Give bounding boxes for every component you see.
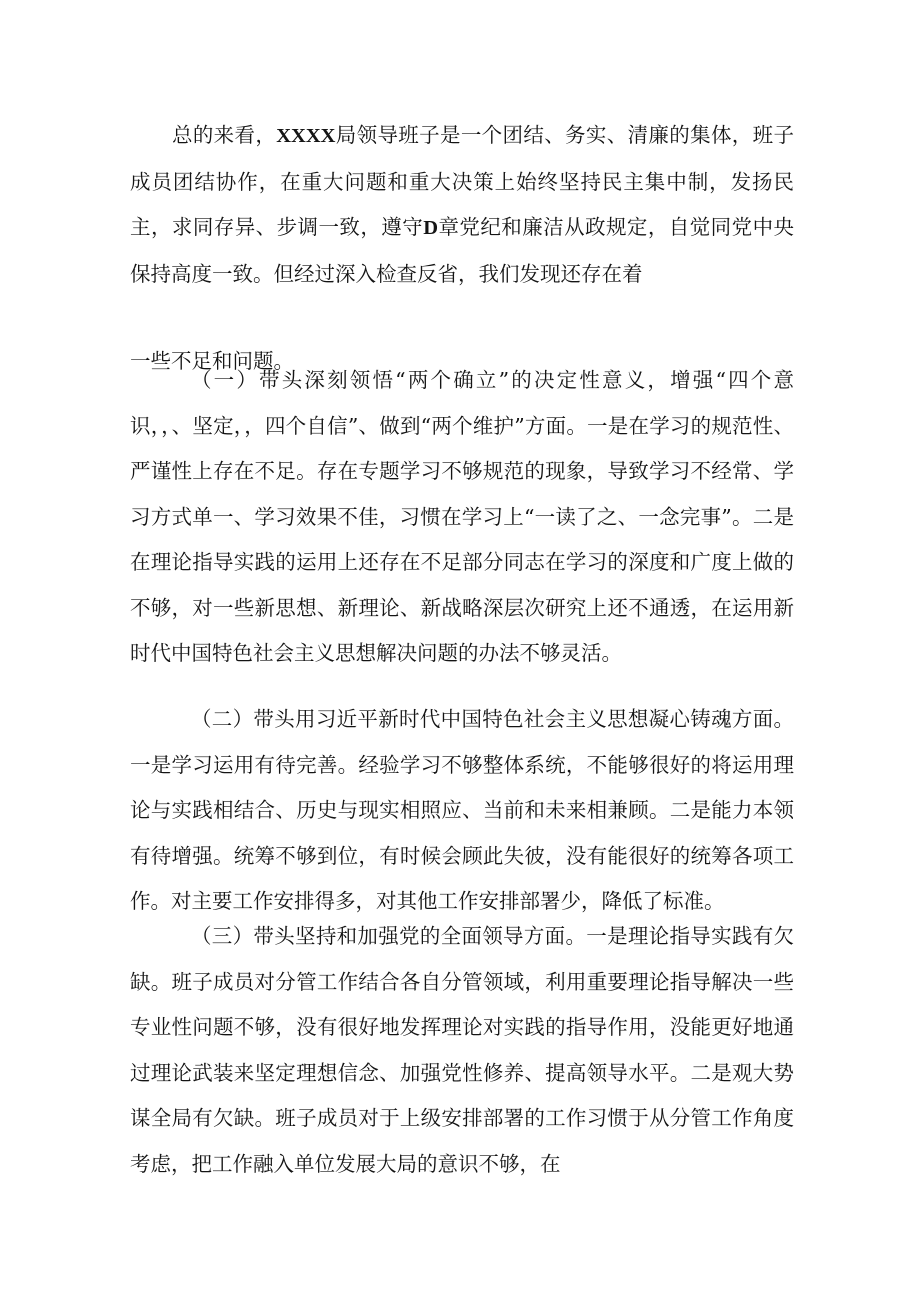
intro-text-2: 章党纪和廉洁从政规定，自觉同党中央保持高度一致。但经过深入检查反省，我们发现还存在着	[130, 215, 795, 286]
party-letter: D	[423, 217, 438, 239]
section-paragraph-3: （三）带头坚持和加强党的全面领导方面。一是理论指导实践有欠缺。班子成员对分管工作结合各自分管领域，利用重要理论指导解决一些专业性问题不够，没有很好地发挥理论对实践的指导作用，没能更好地通过理论武装来坚定理想信念、加强党性修养、提高领导水平。二是观大势谋全局有欠缺。班子成员对于上级安排部署的工作习惯于从分管工作角度考虑，把工作融入单位发展大局的意识不够，在	[130, 924, 794, 1176]
intro-continuation: 一些不足和问题。	[130, 349, 294, 373]
section-paragraph-1: （一）带头深刻领悟“两个确立”的决定性意义，增强“四个意识，，、坚定，，四个自信”、做到“两个维护”方面。一是在学习的规范性、严谨性上存在不足。存在专题学习不够规范的现象，导致学习不经常、学习方式单一、学习效果不佳，习惯在学习上“一读了之、一念完事”。二是在理论指导实践的运用上还存在不足部分同志在学习的深度和广度上做的不够，对一些新思想、新理论、新战略深层次研究上还不通透，在运用新时代中国特色社会主义思想解决问题的办法不够灵活。	[130, 368, 794, 665]
intro-text-1: 局领导班子是一个团结、务实、清廉的集体，班子成员团结协作，在重大问题和重大决策上始终坚持民主集中制，发扬民主，求同存异、步调一致，遵守	[130, 123, 794, 239]
org-name: XXXX	[276, 125, 336, 147]
section-paragraph-2: （二）带头用习近平新时代中国特色社会主义思想凝心铸魂方面。一是学习运用有待完善。经验学习不够整体系统，不能够很好的将运用理论与实践相结合、历史与现实相照应、当前和未来相兼顾。二是能力本领有待增强。统筹不够到位，有时候会顾此失彼，没有能很好的统筹各项工作。对主要工作安排得多，对其他工作安排部署少，降低了标准。	[130, 707, 794, 913]
intro-paragraph	[130, 113, 794, 297]
intro-lead: 总的来看，	[172, 123, 277, 147]
